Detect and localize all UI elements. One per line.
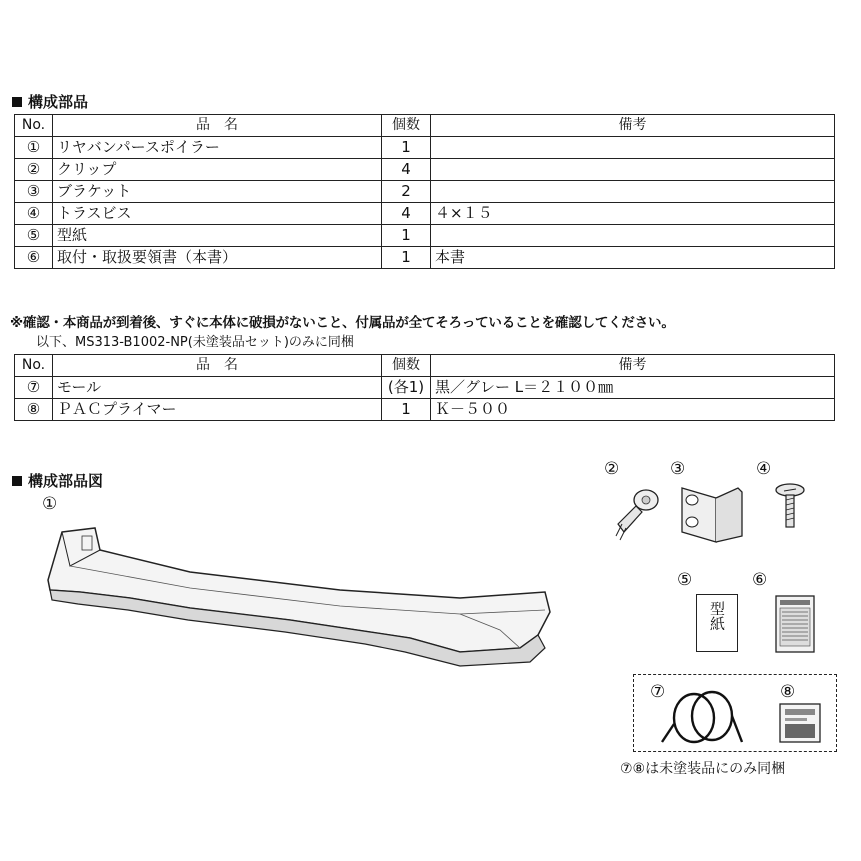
section-title-text: 構成部品 bbox=[28, 93, 89, 111]
header-no: No. bbox=[15, 115, 53, 137]
rear-bumper-spoiler-illustration bbox=[40, 520, 560, 670]
label-part-5: ⑤ bbox=[677, 570, 693, 590]
label-part-1: ① bbox=[42, 494, 58, 514]
header-no: No. bbox=[15, 355, 53, 377]
table-row bbox=[15, 181, 835, 203]
table-row bbox=[15, 225, 835, 247]
table-row bbox=[15, 137, 835, 159]
table-row bbox=[15, 203, 835, 225]
header-qty: 個数 bbox=[382, 115, 431, 137]
header-qty: 個数 bbox=[382, 355, 431, 377]
row-qty: (各1) bbox=[382, 377, 431, 399]
template-paper-label: 型紙 bbox=[708, 601, 726, 631]
row-qty: 1 bbox=[382, 247, 431, 269]
template-paper-icon bbox=[696, 594, 738, 652]
label-part-8: ⑧ bbox=[780, 682, 796, 702]
row-name: ブラケット bbox=[53, 181, 382, 203]
row-no: ③ bbox=[15, 181, 53, 203]
square-bullet-icon bbox=[12, 97, 22, 107]
row-no: ② bbox=[15, 159, 53, 181]
table-row bbox=[15, 399, 835, 421]
row-name: リヤバンパースポイラー bbox=[53, 137, 382, 159]
unpainted-parts-table bbox=[14, 354, 835, 421]
unpainted-only-caption: ⑦⑧は未塗装品にのみ同梱 bbox=[620, 761, 786, 777]
row-no: ⑦ bbox=[15, 377, 53, 399]
confirmation-notice: ※確認・本商品が到着後、すぐに本体に破損がないこと、付属品が全てそろっていることを確認してください。 bbox=[10, 315, 675, 331]
section-title-text: 構成部品図 bbox=[28, 472, 104, 490]
header-name: 品 名 bbox=[53, 115, 382, 137]
row-no: ① bbox=[15, 137, 53, 159]
row-qty: 4 bbox=[382, 159, 431, 181]
pac-primer-icon bbox=[778, 702, 822, 744]
row-name: ＰＡＣプライマー bbox=[53, 399, 382, 421]
row-note bbox=[431, 181, 835, 203]
row-no: ⑧ bbox=[15, 399, 53, 421]
row-qty: 4 bbox=[382, 203, 431, 225]
table-header-row bbox=[15, 115, 835, 137]
bracket-icon bbox=[676, 484, 748, 546]
row-note: Ｋ－５００ bbox=[431, 399, 835, 421]
row-note bbox=[431, 159, 835, 181]
label-part-3: ③ bbox=[670, 459, 686, 479]
section-title-diagram bbox=[12, 470, 103, 491]
table-row bbox=[15, 377, 835, 399]
clip-icon bbox=[608, 484, 668, 544]
row-no: ⑥ bbox=[15, 247, 53, 269]
table-row bbox=[15, 159, 835, 181]
truss-screw-icon bbox=[770, 480, 810, 532]
row-name: クリップ bbox=[53, 159, 382, 181]
table-row bbox=[15, 247, 835, 269]
row-name: トラスビス bbox=[53, 203, 382, 225]
label-part-7: ⑦ bbox=[650, 682, 666, 702]
row-qty: 1 bbox=[382, 399, 431, 421]
row-no: ④ bbox=[15, 203, 53, 225]
table-header-row bbox=[15, 355, 835, 377]
molding-coil-icon bbox=[660, 684, 746, 746]
row-note: 黒／グレー L＝２１００㎜ bbox=[431, 377, 835, 399]
label-part-2: ② bbox=[604, 459, 620, 479]
row-qty: 1 bbox=[382, 225, 431, 247]
header-name: 品 名 bbox=[53, 355, 382, 377]
row-note bbox=[431, 225, 835, 247]
square-bullet-icon bbox=[12, 476, 22, 486]
parts-table bbox=[14, 114, 835, 269]
row-name: モール bbox=[53, 377, 382, 399]
row-note: 本書 bbox=[431, 247, 835, 269]
bundle-note: 以下、MS313-B1002-NP(未塗装品セット)のみに同梱 bbox=[36, 335, 354, 350]
label-part-6: ⑥ bbox=[752, 570, 768, 590]
row-no: ⑤ bbox=[15, 225, 53, 247]
header-note: 備考 bbox=[431, 355, 835, 377]
label-part-4: ④ bbox=[756, 459, 772, 479]
header-note: 備考 bbox=[431, 115, 835, 137]
row-qty: 2 bbox=[382, 181, 431, 203]
row-qty: 1 bbox=[382, 137, 431, 159]
section-title-parts bbox=[12, 91, 88, 112]
row-note: ４×１５ bbox=[431, 203, 835, 225]
row-note bbox=[431, 137, 835, 159]
row-name: 取付・取扱要領書（本書） bbox=[53, 247, 382, 269]
manual-booklet-icon bbox=[772, 592, 818, 656]
row-name: 型紙 bbox=[53, 225, 382, 247]
